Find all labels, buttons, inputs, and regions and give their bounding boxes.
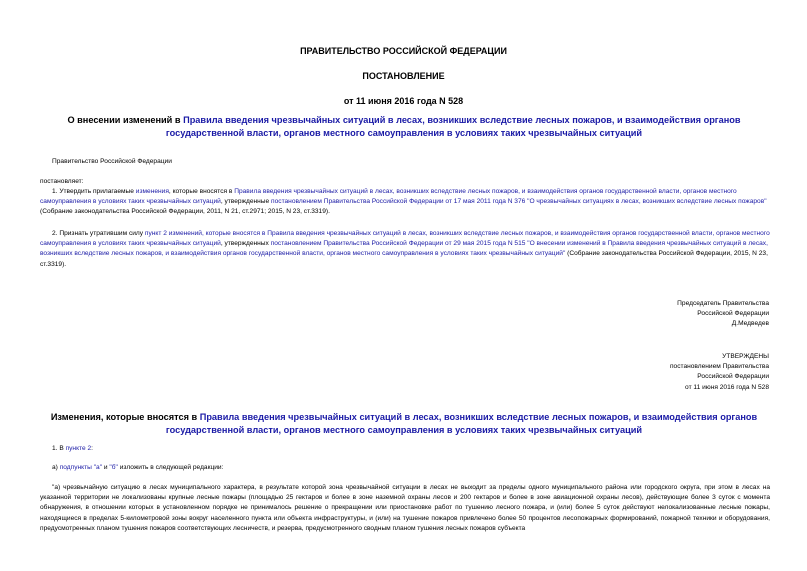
item-a-subpoint-b-link[interactable]: "б" xyxy=(109,464,118,471)
document-date: от 11 июня 2016 года N 528 xyxy=(343,96,464,106)
approval-line-2: постановлением Правительства xyxy=(669,363,769,371)
signature-block xyxy=(677,299,769,330)
p1-changes-link[interactable]: изменения xyxy=(135,188,169,195)
changes-title-link[interactable]: Правила введения чрезвычайных ситуаций в лесах, возникших вследствие лесных пожаров, и взаимодействия органов государственной власти, органов местного самоуправления в условиях таких чрезвычайных ситуаций xyxy=(165,412,758,435)
signature-line-2: Российской Федерации xyxy=(697,310,769,318)
item-1 xyxy=(40,444,770,454)
quoted-text: "а) чрезвычайную ситуацию в лесах муниципального характера, в результате которой зона чрезвычайной ситуации в лесах не выходит за пределы одного муниципального района или городского округа, при этом в лесах на указанной территории не локализованы крупные лесные пожары (площадью 25 гектаров и более в зоне наземной охраны лесов и 200 гектаров и более в зоне авиационной охраны лесов), действующие более 3 суток с момента обнаружения, в отношении которых в установленном порядке не принималось решение о прекращении или приостановке работ по тушению лесного пожара, и (или) более 5 суток действуют нелокализованные лесные пожары, находящиеся в пределах 5-километровой зоны вокруг населенного пункта или объекта инфраструктуры, и (или) на тушение пожаров привлечено более 50 процентов лесопожарных формирований, пожарной техники и оборудования, предусмотренных планом тушения пожаров соответствующих лесничеств, и резерва, предусмотренного сводным планом тушения лесных пожаров субъекта xyxy=(40,484,770,532)
approval-line-3: Российской Федерации xyxy=(697,373,769,381)
p1-text-a: 1. Утвердить прилагаемые xyxy=(52,188,136,195)
signature-line-1: Председатель Правительства xyxy=(677,300,769,307)
item1-point-link[interactable]: пункте 2 xyxy=(65,445,92,452)
changes-title xyxy=(30,411,778,437)
document-type: ПОСТАНОВЛЕНИЕ xyxy=(362,71,445,81)
p1-resolution-link[interactable]: постановлением Правительства Российской Федерации от 17 мая 2011 года N 376 "О чрезвычайных ситуациях в лесах, возникших вследствие лесных пожаров" xyxy=(271,198,767,206)
p2-text-a: 2. Признать утратившим силу xyxy=(52,230,145,237)
p2-item-link[interactable]: пункт 2 изменений, которые вносятся в Правила введения чрезвычайных ситуаций в лесах, возникших вследствие лесных пожаров, и взаимодействия органов государственной власти, органов местного самоуправления в условиях таких чрезвычайных ситуаций xyxy=(40,230,770,248)
title-rules-link[interactable]: Правила введения чрезвычайных ситуаций в лесах, возникших вследствие лесных пожаров, и взаимодействия органов государственной власти, органов местного самоуправления в условиях таких чрезвычайных ситуаций xyxy=(165,115,741,138)
p1-text-b: , которые вносятся в xyxy=(168,188,235,195)
government-line: Правительство Российской Федерации xyxy=(52,158,172,165)
p1-text-c: , утвержденные xyxy=(220,198,272,206)
changes-title-prefix: Изменения, которые вносятся в xyxy=(50,412,200,422)
paragraph-2 xyxy=(40,229,770,270)
p2-resolution-link[interactable]: постановлением Правительства Российской Федерации от 29 мая 2015 года N 515 "О внесении изменений в Правила введения чрезвычайных ситуаций в лесах, возникших вследствие лесных пожаров, и взаимодействия органов государственной власти, органов местного самоуправления в условиях таких чрезвычайных ситуаций" xyxy=(40,240,768,258)
approval-line-4: от 11 июня 2016 года N 528 xyxy=(685,383,769,391)
signature-line-3: Д.Медведев xyxy=(731,320,769,328)
item-a-text-b: и xyxy=(102,464,110,471)
document-title xyxy=(30,114,778,140)
item1-text-b: : xyxy=(91,445,93,452)
item1-text-a: 1. В xyxy=(52,445,66,452)
item-a-text-a: а) xyxy=(52,464,60,471)
government-heading: ПРАВИТЕЛЬСТВО РОССИЙСКОЙ ФЕДЕРАЦИИ xyxy=(300,46,507,56)
title-prefix: О внесении изменений в xyxy=(67,115,184,125)
approval-block xyxy=(670,352,769,393)
approval-line-1: УТВЕРЖДЕНЫ xyxy=(722,353,769,360)
p2-text-b: , утвержденных xyxy=(220,240,271,248)
item-a-subpoint-a-link[interactable]: подпункты "а" xyxy=(59,464,103,471)
p1-text-d: (Собрание законодательства Российской Федерации, 2011, N 21, ст.2971; 2015, N 23, ст.3319). xyxy=(40,208,330,216)
decides-line: постановляет: xyxy=(40,178,84,185)
item-a-text-c: изложить в следующей редакции: xyxy=(117,464,224,471)
paragraph-1 xyxy=(40,187,770,218)
item-a xyxy=(40,463,770,473)
p2-text-c: (Собрание законодательства Российской Федерации, 2015, N 23, ст.3319). xyxy=(40,250,768,268)
p1-rules-link[interactable]: Правила введения чрезвычайных ситуаций в лесах, возникших вследствие лесных пожаров, и взаимодействия органов государственной власти, органов местного самоуправления в условиях таких чрезвычайных ситуаций xyxy=(40,188,737,206)
